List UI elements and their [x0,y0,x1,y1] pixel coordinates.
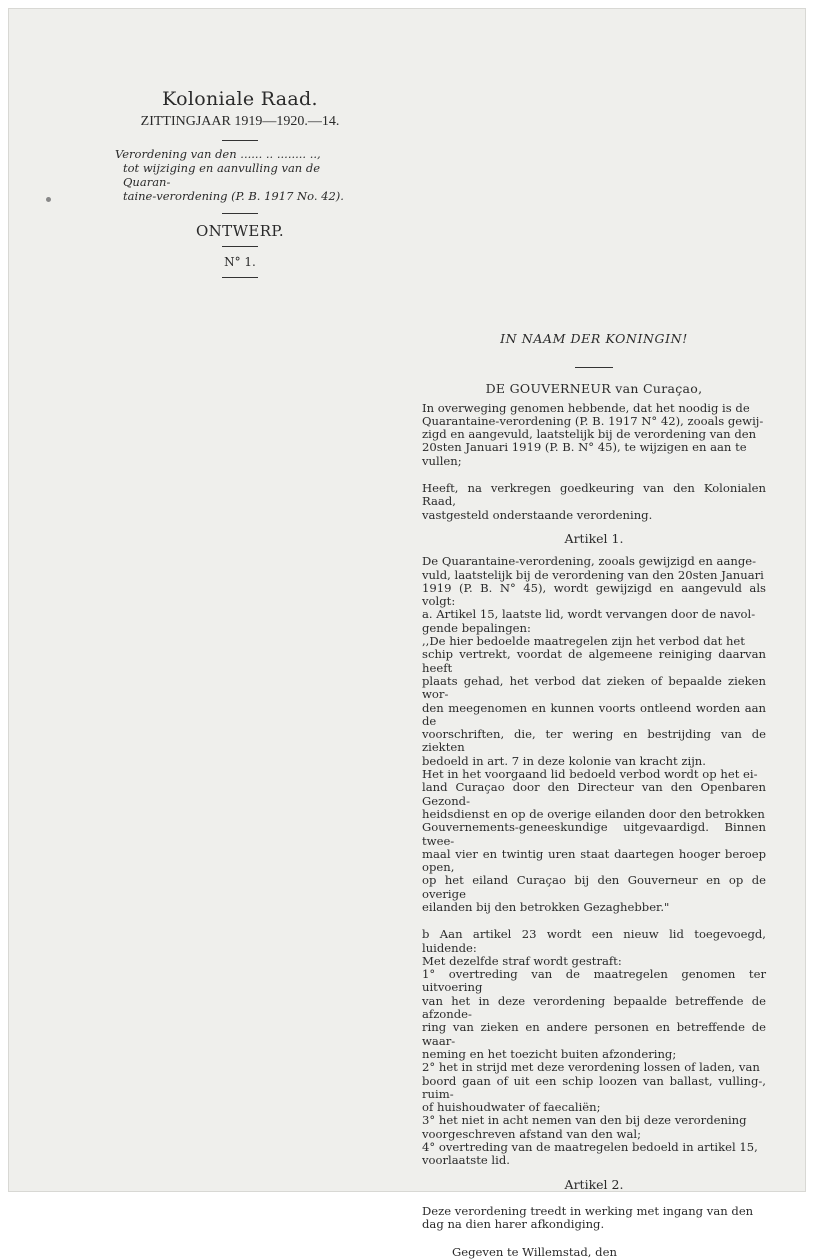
text-line: eilanden bij den betrokken Gezaghebber." [422,899,670,914]
ordinance-body [422,332,766,1259]
consideration-paragraph [422,402,766,468]
text-line: maal vier en twintig uren staat daartegen hooger beroep open, [422,846,766,875]
text-line: dag na dien harer afkondiging. [422,1217,605,1232]
text-line: of huishoudwater of faecaliën; [422,1100,601,1115]
document-header [110,88,370,278]
signing-place: Gegeven te Willemstad, den [452,1244,617,1259]
article-1-title: Artikel 1. [564,530,624,546]
ordinance-subtitle [115,147,365,203]
text-line: bedoeld in art. 7 in deze kolonie van kracht zijn. [422,753,706,768]
text-line: Met dezelfde straf wordt gestraft: [422,953,622,968]
text-line: Gouvernements-geneeskundige uitgevaardigd. Binnen twee- [422,820,766,848]
session-year: ZITTINGJAAR 1919—1920.—14. [140,114,340,129]
article-2-title: Artikel 2. [564,1176,624,1192]
text-line: 2° het in strijd met deze verordening lossen of laden, van [422,1060,760,1075]
text-line: Quarantaine-verordening (P. B. 1917 N° 42), zooals gewij- [422,413,764,428]
header-divider [222,140,258,141]
text-line: plaats gehad, het verbod dat zieken of bepaalde zieken wor- [422,673,766,702]
text-line: 3° het niet in acht nemen van den bij deze verordening [422,1113,747,1128]
text-line: Heeft, na verkregen goedkeuring van den Kolonialen Raad, [422,481,766,509]
text-line: neming en het toezicht buiten afzondering; [422,1046,677,1061]
text-line: In overweging genomen hebbende, dat het noodig is de [422,400,750,415]
text-line: voorlaatste lid. [422,1153,510,1168]
text-line: heidsdienst en op de overige eilanden door den betrokken [422,806,765,821]
article-2-text [422,1205,766,1232]
text-line: gende bepalingen: [422,620,531,635]
text-line: 4° overtreding van de maatregelen bedoeld in artikel 15, [422,1140,758,1155]
subtitle-line: taine-verordening (P. B. 1917 No. 42). [123,189,344,203]
text-line: a. Artikel 15, laatste lid, wordt vervangen door de navol- [422,607,756,622]
text-line: den meegenomen en kunnen voorts ontleend worden aan de [422,700,766,728]
subtitle-line: tot wijziging en aanvulling van de Quaran- [123,161,321,189]
enactment-paragraph [422,482,766,522]
text-line: vullen; [422,453,462,468]
punch-mark [46,197,51,202]
text-line: land Curaçao door den Directeur van den Openbaren Gezond- [422,780,766,808]
header-divider [222,213,258,214]
text-line: vuld, laatstelijk bij de verordening van den 20sten Januari [422,567,764,582]
text-line: van het in deze verordening bepaalde betreffende de afzonde- [422,993,766,1022]
text-line: voorgeschreven afstand van den wal; [422,1126,642,1141]
text-line: 1919 (P. B. N° 45), wordt gewijzigd en aangevuld als volgt: [422,580,766,609]
header-divider [222,277,258,278]
header-divider [222,246,258,247]
body-divider [575,367,613,368]
council-title: Koloniale Raad. [162,88,318,110]
text-line: op het eiland Curaçao bij den Gouverneur en op de overige [422,873,766,901]
article-1-text [422,555,766,914]
text-line: schip vertrekt, voordat de algemeene reiniging daarvan heeft [422,647,766,675]
text-line: zigd en aangevuld, laatstelijk bij de verordening van den [422,427,757,442]
governor-heading: DE GOUVERNEUR van Curaçao, [485,381,703,397]
text-line: ring van zieken en andere personen en betreffende de waar- [422,1020,766,1048]
text-line: vastgesteld onderstaande verordening. [422,507,653,522]
text-line: ,,De hier bedoelde maatregelen zijn het verbod dat het [422,634,745,649]
draft-label: ONTWERP. [195,222,285,240]
text-line: boord gaan of uit een schip loozen van ballast, vulling-, ruim- [422,1073,766,1101]
text-line: 1° overtreding van de maatregelen genomen ter uitvoering [422,967,766,995]
text-line: De Quarantaine-verordening, zooals gewijzigd en aange- [422,554,757,569]
text-line: Het in het voorgaand lid bedoeld verbod wordt op het ei- [422,767,758,782]
subtitle-line: Verordening van den ...... .. ........ .., [115,147,321,161]
article-1-b-text [422,928,766,1167]
text-line: b Aan artikel 23 wordt een nieuw lid toegevoegd, luidende: [422,927,766,955]
text-line: voorschriften, die, ter wering en bestrijding van de ziekten [422,727,766,755]
preamble-heading: IN NAAM DER KONINGIN! [500,331,688,346]
draft-number: N° 1. [224,255,256,269]
text-line: Deze verordening treedt in werking met ingang van den [422,1203,754,1218]
text-line: 20sten Januari 1919 (P. B. N° 45), te wijzigen en aan te [422,440,747,455]
